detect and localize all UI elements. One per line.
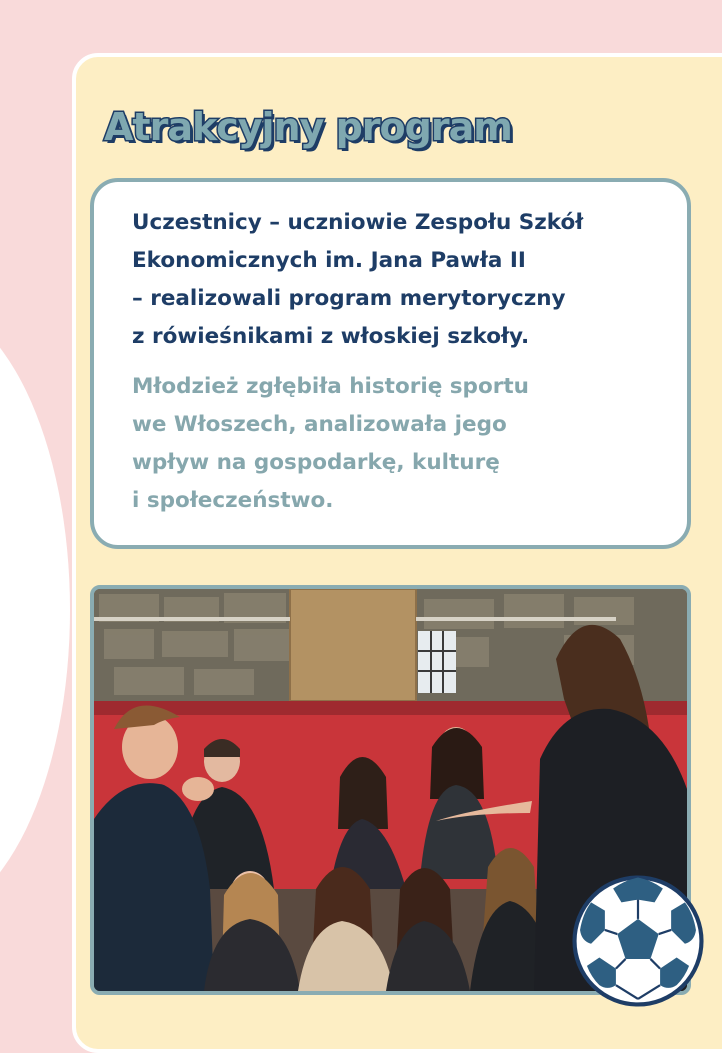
heading-title: Atrakcyjny program (104, 105, 512, 149)
background-blob (0, 300, 70, 920)
details-line: i społeczeństwo. (132, 488, 334, 513)
details-line: wpływ na gospodarkę, kulturę (132, 450, 500, 475)
intro-line: – realizowali program merytoryczny (132, 286, 566, 311)
details-paragraph (132, 368, 672, 520)
soccer-ball-icon (569, 872, 707, 1010)
details-line: Młodzież zgłębiła historię sportu (132, 374, 529, 399)
text-card (90, 178, 691, 549)
intro-line: Ekonomicznych im. Jana Pawła II (132, 248, 526, 273)
intro-line: z rówieśnikami z włoskiej szkoły. (132, 324, 530, 349)
section-heading (104, 100, 512, 154)
details-line: we Włoszech, analizowała jego (132, 412, 507, 437)
intro-paragraph (132, 204, 672, 356)
intro-line: Uczestnicy – uczniowie Zespołu Szkół (132, 210, 584, 235)
